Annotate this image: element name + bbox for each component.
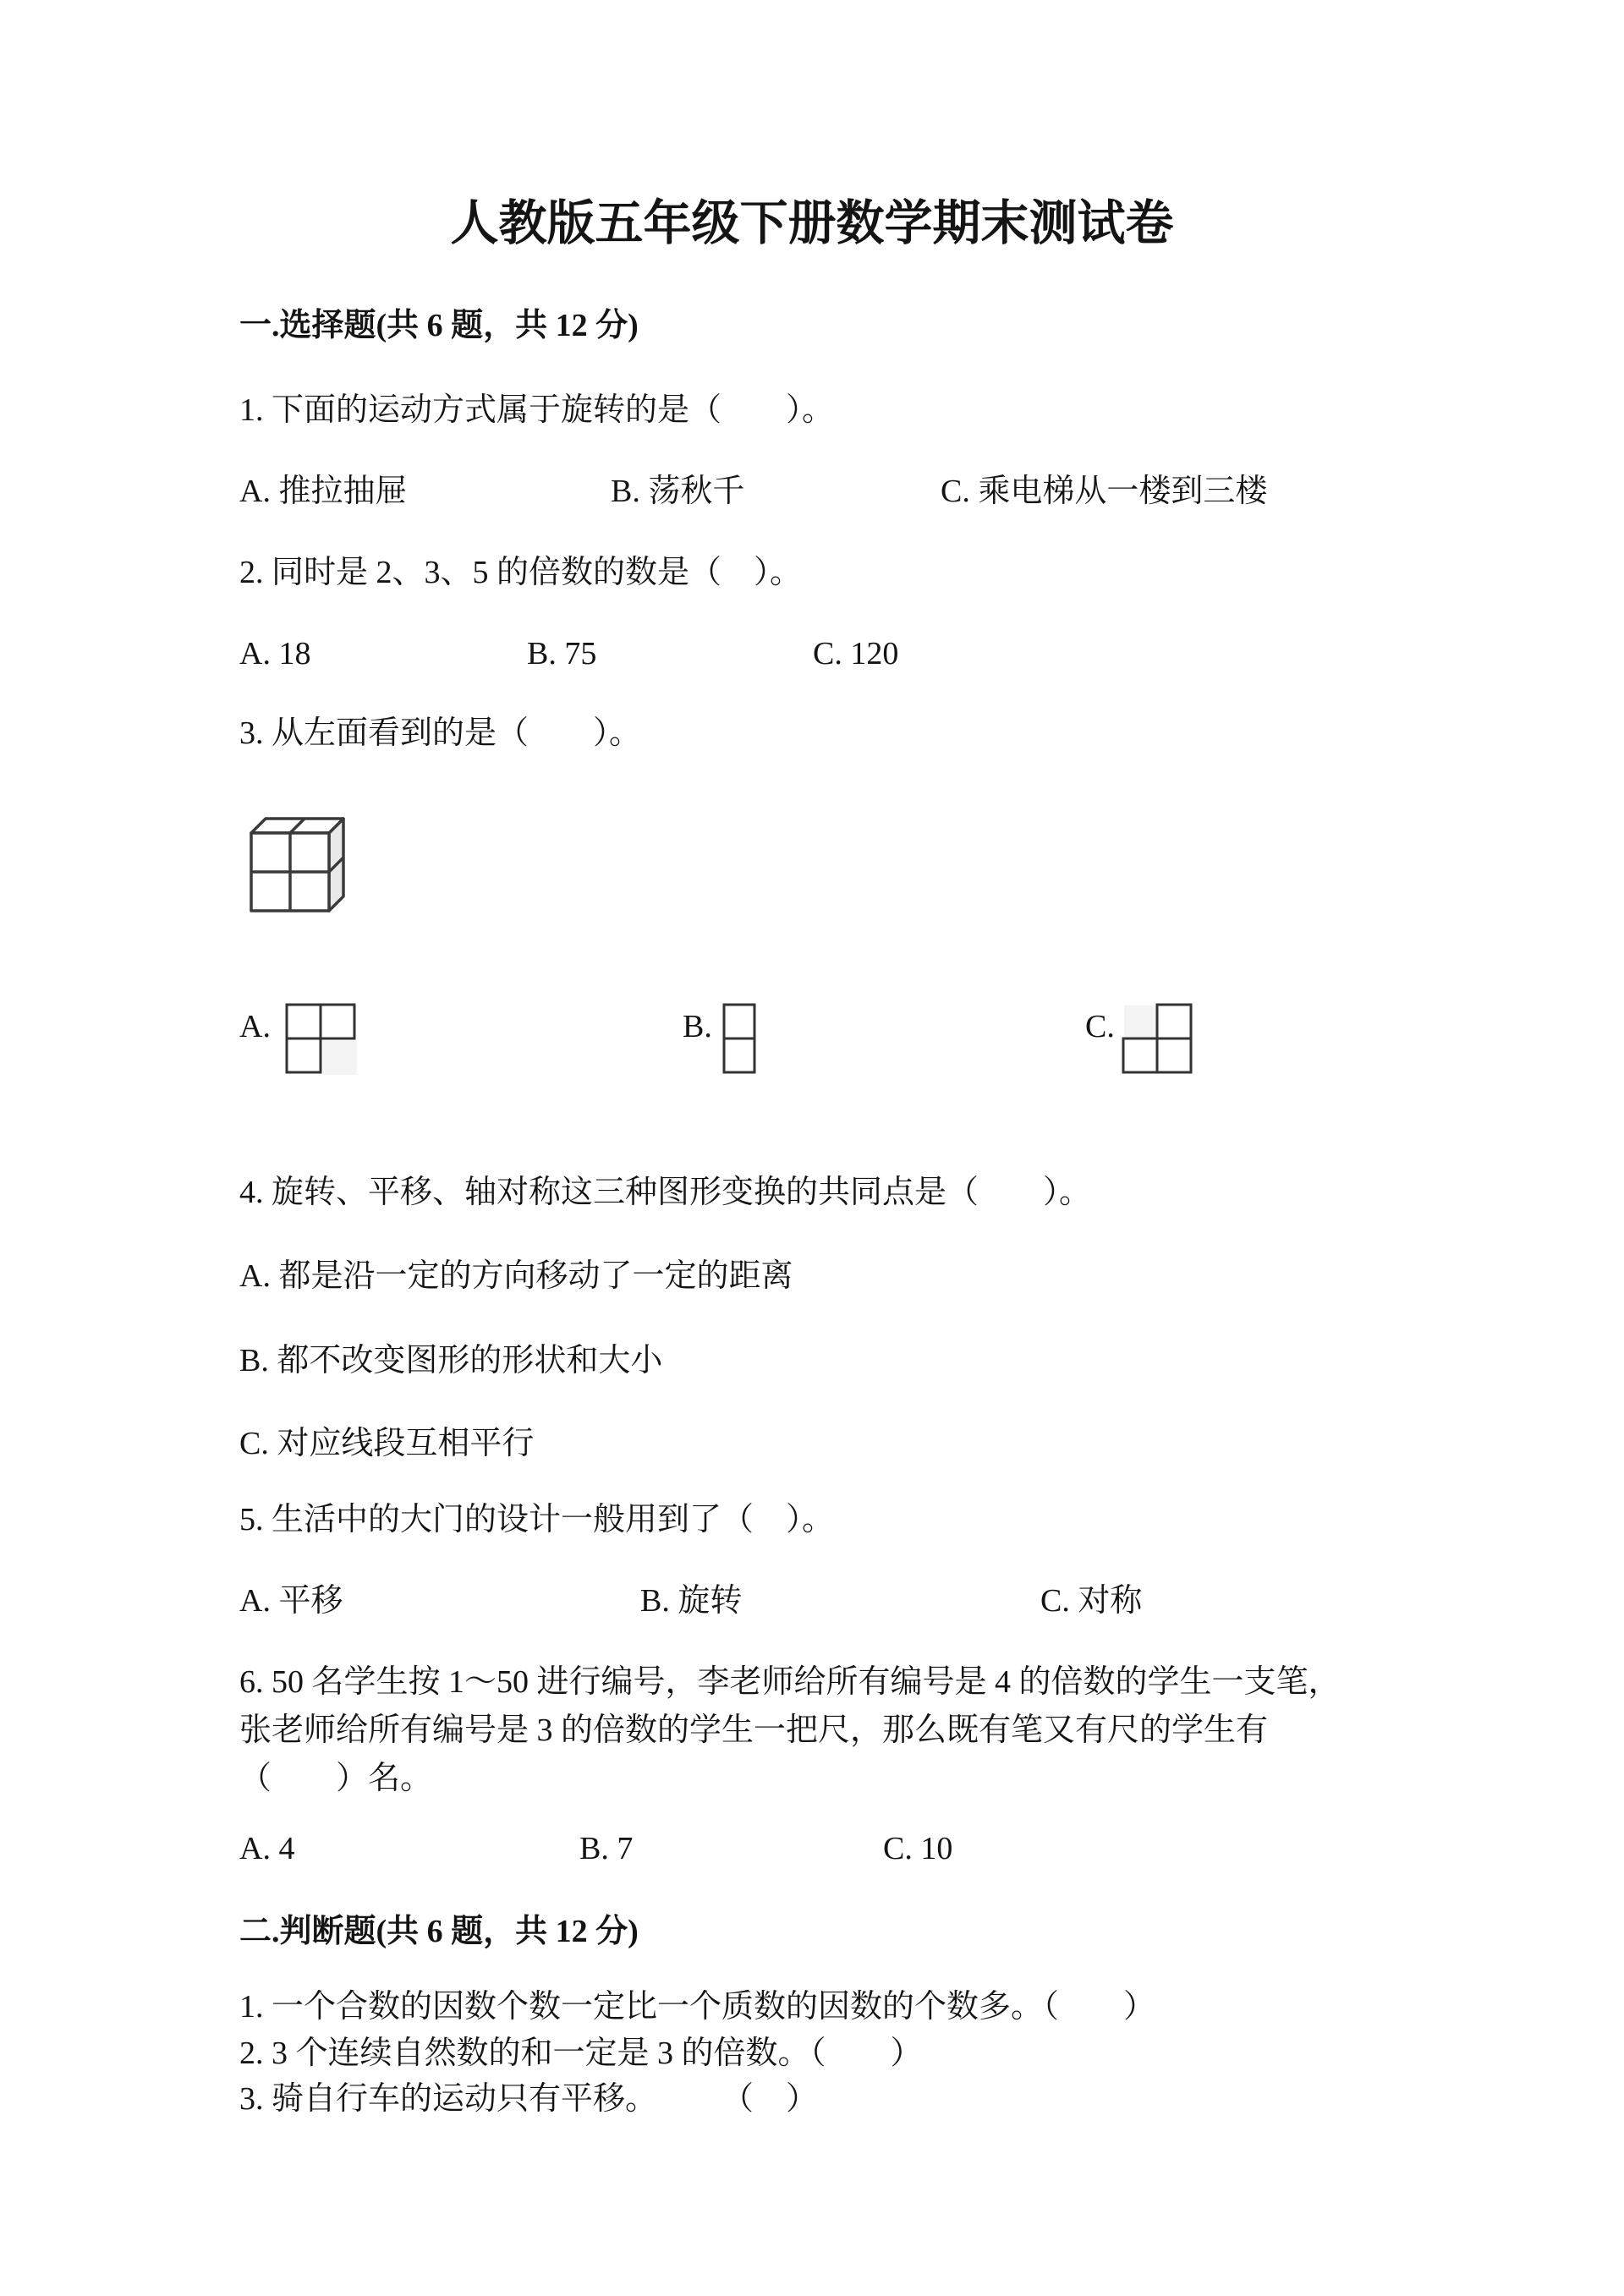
s1-q5-text: 5. 生活中的大门的设计一般用到了（ ）。: [239, 1502, 835, 1537]
s1-q1-option-c: C. 乘电梯从一楼到三楼: [941, 474, 1268, 509]
s1-q6-option-b: B. 7: [579, 1831, 634, 1866]
s1-q3-label-a: A.: [239, 1009, 271, 1044]
s1-q4-option-b: B. 都不改变图形的形状和大小: [239, 1343, 663, 1378]
s1-q1-option-a: A. 推拉抽屉: [239, 474, 408, 509]
s1-q6-text-line3: （ ）名。: [239, 1761, 433, 1796]
s2-q3-text: 3. 骑自行车的运动只有平移。 （ ）: [239, 2081, 819, 2117]
s1-q6-option-c: C. 10: [883, 1831, 953, 1866]
section1-heading: 一.选择题(共 6 题，共 12 分): [239, 308, 639, 343]
q3-cube-figure: [246, 814, 356, 920]
s1-q3-label-b: B.: [683, 1009, 712, 1044]
s1-q3-label-c: C.: [1085, 1009, 1115, 1044]
s2-q2-text: 2. 3 个连续自然数的和一定是 3 的倍数。（ ）: [239, 2036, 923, 2071]
s1-q2-text: 2. 同时是 2、3、5 的倍数的数是（ ）。: [239, 555, 803, 590]
s1-q6-text-line2: 张老师给所有编号是 3 的倍数的学生一把尺，那么既有笔又有尺的学生有: [239, 1712, 1269, 1748]
page-title: 人教版五年级下册数学期末测试卷: [450, 197, 1174, 250]
s1-q6-text-line1: 6. 50 名学生按 1～50 进行编号，李老师给所有编号是 4 的倍数的学生一支笔，: [239, 1664, 1341, 1700]
s1-q5-option-b: B. 旋转: [640, 1583, 743, 1619]
s1-q1-option-b: B. 荡秋千: [611, 474, 745, 509]
s1-q1-text: 1. 下面的运动方式属于旋转的是（ ）。: [239, 392, 835, 428]
q3-shape-c: [1122, 1003, 1196, 1077]
s1-q5-option-a: A. 平移: [239, 1583, 343, 1619]
s1-q6-option-a: A. 4: [239, 1831, 295, 1866]
s1-q4-option-c: C. 对应线段互相平行: [239, 1426, 535, 1461]
s2-q1-text: 1. 一个合数的因数个数一定比一个质数的因数的个数多。（ ）: [239, 1989, 1156, 2025]
s1-q4-option-a: A. 都是沿一定的方向移动了一定的距离: [239, 1258, 793, 1294]
s1-q2-option-a: A. 18: [239, 636, 311, 671]
q3-shape-b: [721, 1003, 759, 1077]
s1-q2-option-c: C. 120: [813, 636, 899, 671]
section2-heading: 二.判断题(共 6 题，共 12 分): [239, 1914, 639, 1949]
s1-q3-text: 3. 从左面看到的是（ ）。: [239, 715, 642, 751]
s1-q2-option-b: B. 75: [527, 636, 597, 671]
q3-shape-a: [285, 1003, 359, 1077]
s1-q5-option-c: C. 对称: [1040, 1583, 1143, 1619]
s1-q4-text: 4. 旋转、平移、轴对称这三种图形变换的共同点是（ ）。: [239, 1175, 1092, 1210]
